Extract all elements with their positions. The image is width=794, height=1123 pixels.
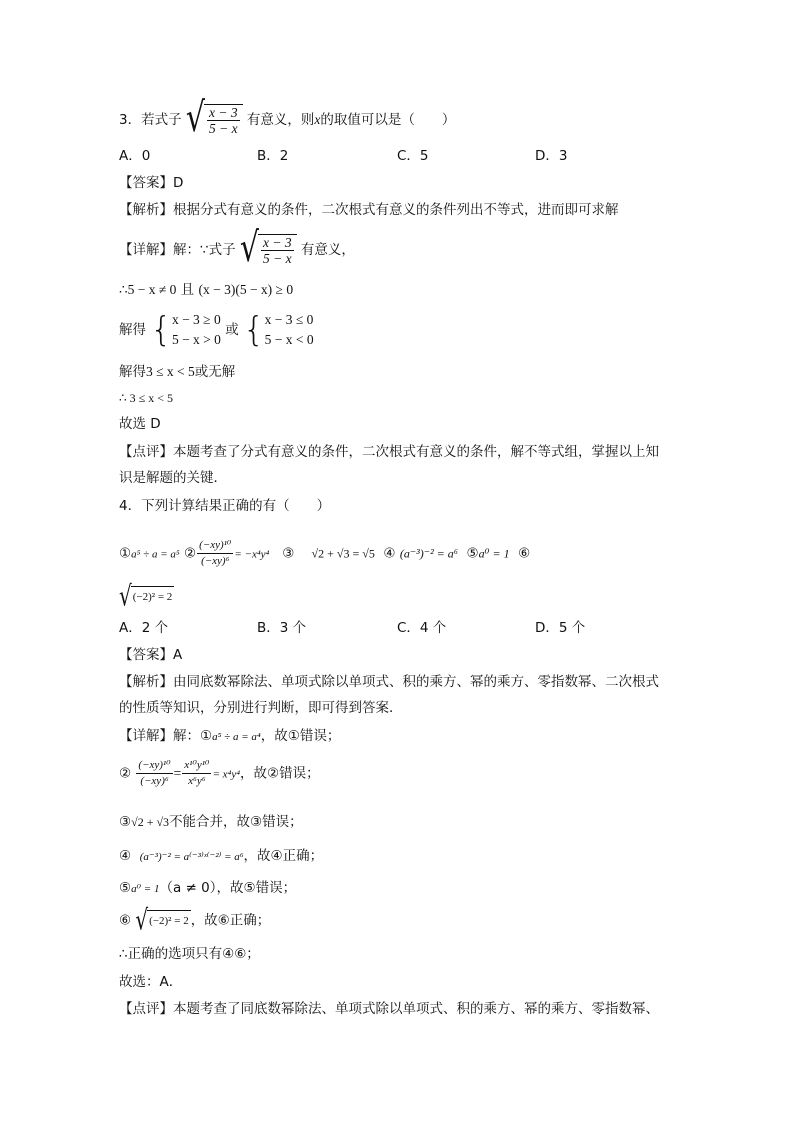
q3-option-a[interactable]: A．0 [119,148,151,164]
q3-comment-1: 【点评】本题考查了分式有意义的条件，二次根式有意义的条件，解不等式组，掌握以上知 [119,444,659,460]
q4-title: 4．下列计算结果正确的有（ ） [119,498,331,514]
q3-comment-2: 识是解题的关键． [119,470,227,486]
q3-detail-radical: √ $\frac{x - 3}{5 - x}$ [240,234,297,266]
q4-answer: 【答案】A [119,647,183,663]
q4-detail-2: ② $\frac{\text{(−xy)¹⁰}}{\text{(−xy)⁶}}$ = $\frac{\text{x¹⁰y¹⁰}}{\text{x⁶y⁶}}$ = x⁴y⁴，故②错误； [119,759,320,787]
q4-detail-6: ⑥ √ (−2)² = 2 ，故⑥正确； [119,903,271,937]
q3-stem: 3．若式子 √ $\frac{x - 3}{5 - x}$ 有意义，则x的取值可以是（ ） [119,94,456,142]
q4-option-b[interactable]: B．3 个 [257,620,307,636]
q4-analysis-2: 的性质等知识，分别进行判断，即可得到答案． [119,700,403,716]
q4-detail-4: ④ (a⁻³)⁻² = a⁽⁻³⁾ˣ⁽⁻²⁾ = a⁶，故④正确； [119,848,324,864]
q3-radical: √ $\frac{x - 3}{5 - x}$ [186,104,243,136]
q3-system-1: { x − 3 ≥ 0 5 − x > 0 [150,310,221,350]
q3-detail: 【详解】解：∵式子 √ $\frac{x - 3}{5 - x}$ 有意义， [119,224,355,272]
q4-correct: ∴正确的选项只有④⑥； [119,946,260,962]
q3-system-2: { x − 3 ≤ 0 5 − x < 0 [243,310,314,350]
q4-choose: 故选：A． [119,974,183,990]
q3-choose: 故选 D [119,416,161,432]
q3-analysis: 【解析】根据分式有意义的条件，二次根式有意义的条件列出不等式，进而即可求解 [119,202,619,218]
q4-detail-5: ⑤a⁰ = 1（a ≠ 0），故⑤错误； [119,880,297,896]
q3-option-b[interactable]: B．2 [257,148,289,164]
q4-option-d[interactable]: D．5 个 [535,620,586,636]
q4-comment: 【点评】本题考查了同底数幂除法、单项式除以单项式、积的乘方、幂的乘方、零指数幂、 [119,1001,659,1017]
q4-detail-1: 【详解】解：①a⁵ ÷ a = a⁴，故①错误； [119,728,341,744]
q4-option-a[interactable]: A．2 个 [119,620,169,636]
q3-result: 解得3 ≤ x < 5或无解 [119,364,236,380]
q4-detail-3: ③√2 + √3不能合并，故③错误； [119,814,303,830]
q3-option-c[interactable]: C．5 [397,148,429,164]
q3-answer: 【答案】D [119,175,184,191]
q3-option-d[interactable]: D．3 [535,148,568,164]
q3-system: 解得 { x − 3 ≥ 0 5 − x > 0 或 { x − 3 ≤ 0 5 − x < 0 [119,310,314,350]
q4-option-c[interactable]: C．4 个 [397,620,447,636]
q3-therefore: ∴ 3 ≤ x < 5 [119,391,173,405]
q3-condition: ∴5 − x ≠ 0 且 (x − 3)(5 − x) ≥ 0 [119,282,294,298]
q4-analysis-1: 【解析】由同底数幂除法、单项式除以单项式、积的乘方、幂的乘方、零指数幂、二次根式 [119,674,659,690]
q4-item6-expr: √ (−2)² = 2 [119,579,173,613]
q4-items: ①a⁵ ÷ a = a⁵ ② $\frac{\text{(−xy)¹⁰}}{\text{(−xy)⁶}}$ = −x⁴y⁴ ③ √2 + √3 = √5 ④ (a⁻³)⁻² = a⁶ ⑤a⁰ = 1 ⑥ [119,539,531,567]
